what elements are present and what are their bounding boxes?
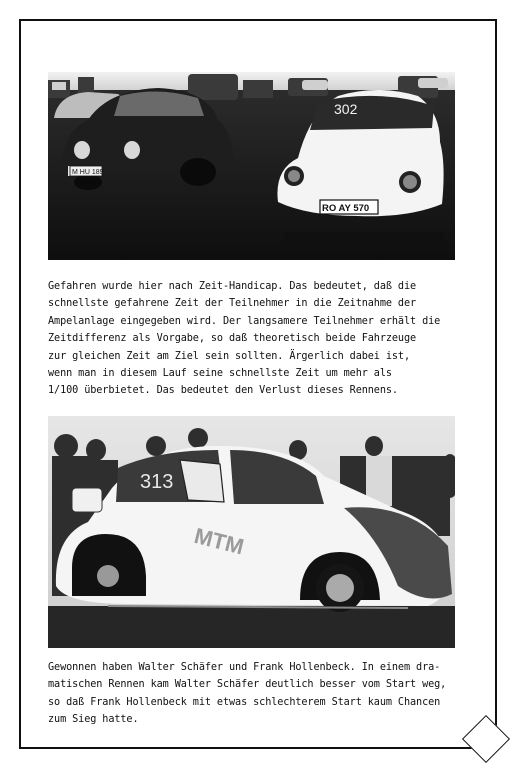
text-line: matischen Rennen kam Walter Schäfer deutlich besser vom Start weg, (48, 679, 447, 691)
text-line: Gewonnen haben Walter Schäfer und Frank Hollenbeck. In einem dra- (48, 662, 441, 673)
text-line: zur gleichen Zeit am Ziel sein sollten. Ärgerlich dabei ist, (48, 350, 411, 362)
text-line: Zeitdifferenz als Vorgabe, so daß theoretisch beide Fahrzeuge (48, 333, 417, 345)
paragraph-winners (48, 659, 468, 729)
plate-left: M HU 189 (72, 169, 104, 176)
paragraph-handicap-rules (48, 278, 468, 400)
photo-beetles-at-start (48, 72, 455, 260)
start-number-313: 313 (140, 471, 174, 493)
plate-right: RO AY 570 (322, 203, 370, 214)
text-line: Gefahren wurde hier nach Zeit-Handicap. Das bedeutet, daß die (48, 281, 417, 292)
start-number-302: 302 (334, 101, 358, 117)
text-line: wenn man in diesem Lauf seine schnellste Zeit um mehr als (48, 368, 392, 380)
text-line: zum Sieg hatte. (48, 714, 139, 726)
text-line: schnellste gefahrene Zeit der Teilnehmer in die Zeitnahme der (48, 298, 417, 310)
text-line: 1/100 überbietet. Das bedeutet den Verlust dieses Rennens. (48, 385, 398, 397)
text-line: so daß Frank Hollenbeck mit etwas schlechterem Start kaum Chancen (48, 696, 441, 708)
mtm-door-logo: MTM (191, 523, 247, 560)
photo-mtm-beetle (48, 416, 455, 648)
text-line: Ampelanlage eingegeben wird. Der langsamere Teilnehmer erhält die (48, 315, 441, 327)
